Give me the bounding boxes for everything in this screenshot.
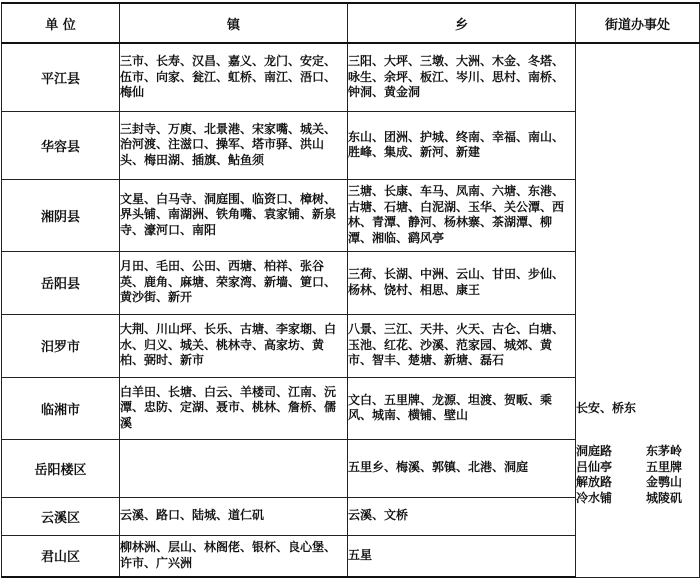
- town-list: 三市、长寿、汉昌、嘉义、龙门、安定、伍市、向家、瓮江、虹桥、南江、浯口、梅仙: [120, 43, 348, 111]
- township-list: 五星: [348, 535, 576, 577]
- township-list: 八景、三江、天井、火天、古仑、白塘、玉池、红花、沙溪、范家园、城郊、黄市、智丰、楚塘、新塘、磊石: [348, 314, 576, 377]
- admin-division-table: [1, 2, 700, 578]
- town-list: 白羊田、长塘、白云、羊楼司、江南、沅潭、忠防、定湖、聂市、桃林、詹桥、儒溪: [120, 377, 348, 439]
- header-township: 乡: [348, 3, 576, 43]
- township-list: 云溪、文桥: [348, 497, 576, 535]
- town-list: 云溪、路口、陆城、道仁矶: [120, 497, 348, 535]
- town-list: 文星、白马寺、洞庭围、临资口、樟树、界头铺、南湖洲、铁角嘴、袁家铺、新泉寺、濠河口、南阳: [120, 179, 348, 251]
- header-town: 镇: [120, 3, 348, 43]
- office-name: 吕仙亭: [576, 459, 613, 474]
- town-list: 大荆、川山坪、长乐、古塘、李家㙟、白水、归义、城关、桃林寺、高家坊、黄柏、弼时、新市: [120, 314, 348, 377]
- township-list: 东山、团洲、护城、终南、幸福、南山、胜峰、集成、新河、新建: [348, 111, 576, 179]
- table-row: [2, 43, 700, 111]
- office-linxiang: 长安、桥东: [576, 400, 637, 415]
- office-name: 冷水铺: [576, 490, 613, 505]
- town-list: 月田、毛田、公田、西塘、柏祥、张谷英、鹿角、麻塘、荣家湾、新墙、筻口、黄沙街、新开: [120, 251, 348, 314]
- unit-name: 岳阳楼区: [2, 439, 120, 497]
- unit-name: 云溪区: [2, 497, 120, 535]
- town-list: 三封寺、万庾、北景港、宋家嘴、城关、治河渡、注滋口、操军、塔市驿、洪山头、梅田湖、插旗、鲇鱼须: [120, 111, 348, 179]
- town-list: 柳林洲、层山、林阁佬、银杯、良心堡、许市、广兴洲: [120, 535, 348, 577]
- office-name: 解放路: [576, 475, 613, 489]
- unit-name: 汨罗市: [2, 314, 120, 377]
- office-yueyanglou-grid: [576, 444, 699, 506]
- unit-name: 临湘市: [2, 377, 120, 439]
- unit-name: 岳阳县: [2, 251, 120, 314]
- header-office: 街道办事处: [576, 3, 700, 43]
- header-row: [2, 3, 700, 43]
- office-name: 五里牌: [646, 459, 683, 474]
- unit-name: 华容县: [2, 111, 120, 179]
- town-list: [120, 439, 348, 497]
- unit-name: 湘阴县: [2, 179, 120, 251]
- subdistrict-office-cell: [576, 43, 700, 577]
- township-list: 五里乡、梅溪、郭镇、北港、洞庭: [348, 439, 576, 497]
- office-name: 城陵矶: [646, 490, 683, 505]
- township-list: 三阳、大坪、三墩、大洲、木金、冬塔、咏生、余坪、板江、岑川、思村、南桥、钟洞、黄金洞: [348, 43, 576, 111]
- township-list: 文白、五里牌、龙源、坦渡、贺畈、乘风、城南、横铺、壁山: [348, 377, 576, 439]
- township-list: 三塘、长康、车马、凤南、六塘、东港、古塘、石塘、白泥湖、玉华、关公潭、西林、青潭、静河、杨林寨、茶湖潭、柳潭、湘临、鹞风亭: [348, 179, 576, 251]
- office-name: 洞庭路: [576, 444, 613, 458]
- unit-name: 君山区: [2, 535, 120, 577]
- township-list: 三荷、长湖、中洲、云山、甘田、步仙、杨林、饶村、相思、康王: [348, 251, 576, 314]
- office-name: 金鹗山: [646, 475, 683, 489]
- office-name: 东茅岭: [646, 444, 683, 458]
- unit-name: 平江县: [2, 43, 120, 111]
- header-unit: 单 位: [2, 3, 120, 43]
